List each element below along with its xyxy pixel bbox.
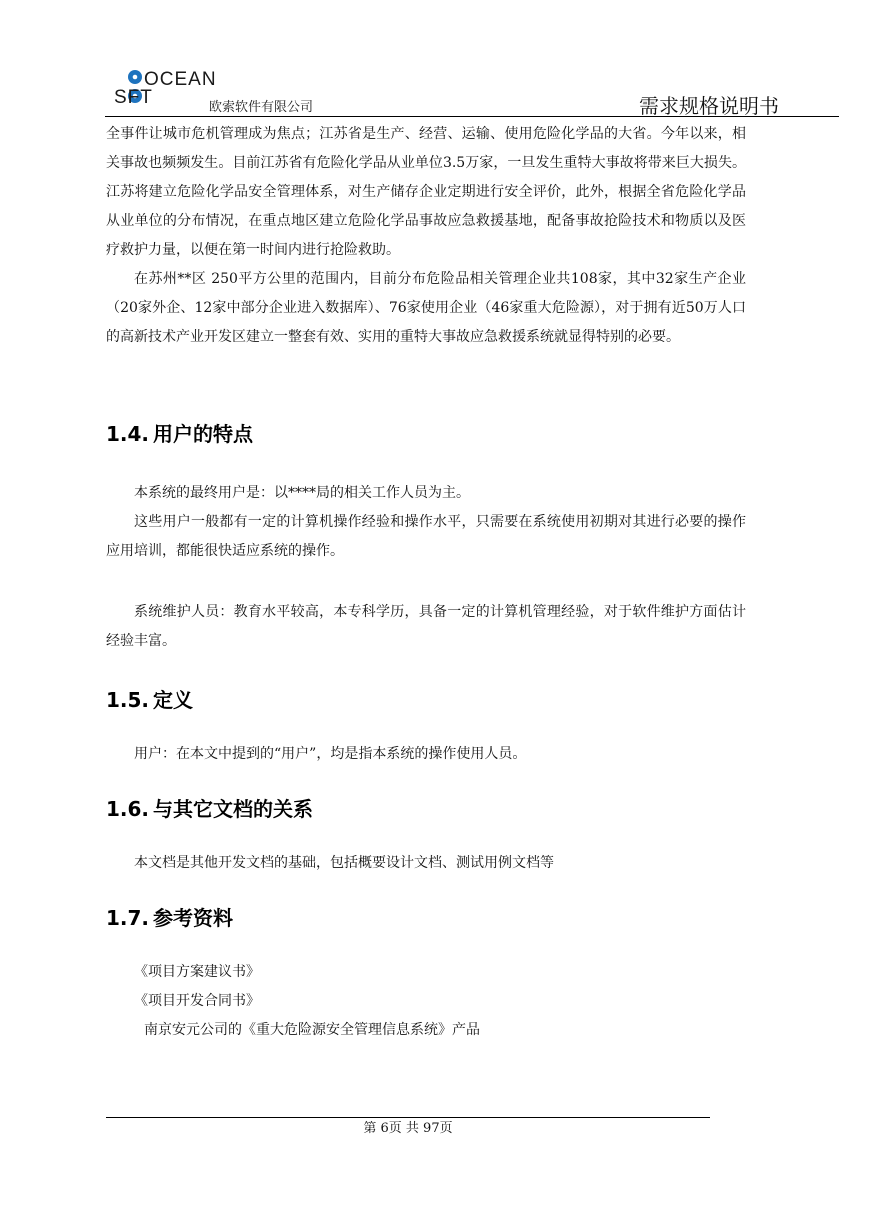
reference-item: 《项目开发合同书》 bbox=[134, 993, 260, 1009]
section-1-6-paragraph-1: 本文档是其他开发文档的基础，包括概要设计文档、测试用例文档等 bbox=[134, 855, 554, 871]
section-title: 用户的特点 bbox=[153, 422, 254, 446]
section-title: 参考资料 bbox=[153, 906, 234, 930]
section-heading-1-6 bbox=[106, 795, 746, 823]
reference-list bbox=[106, 958, 746, 1045]
section-number: 1.6. bbox=[106, 797, 150, 821]
page-footer bbox=[106, 1119, 710, 1139]
logo-text-ocean: OCEAN bbox=[144, 69, 217, 90]
section-heading-1-7 bbox=[106, 904, 746, 932]
section-heading-1-5 bbox=[106, 686, 746, 714]
section-title: 与其它文档的关系 bbox=[153, 797, 314, 821]
section-1-4-paragraph-1: 本系统的最终用户是：以****局的相关工作人员为主。 bbox=[134, 485, 470, 501]
section-1-4-paragraph-3: 系统维护人员：教育水平较高，本专科学历，具备一定的计算机管理经验，对于软件维护方面估计经验丰富。 bbox=[106, 604, 746, 649]
section-1-5-paragraph-1: 用户：在本文中提到的“用户”，均是指本系统的操作使用人员。 bbox=[134, 746, 527, 762]
page-number: 第 6页 共 97页 bbox=[363, 1121, 453, 1136]
body-paragraph-1: 全事件让城市危机管理成为焦点；江苏省是生产、经营、运输、使用危险化学品的大省。今年以来，相关事故也频频发生。目前江苏省有危险化学品从业单位3.5万家，一旦发生重特大事故将带来巨大损失。江苏将建立危险化学品安全管理体系，对生产储存企业定期进行安全评价，此外，根据全省危险化学品从业单位的分布情况，在重点地区建立危险化学品事故应急救援基地，配备事故抢险技术和物质以及医疗救护力量，以便在第一时间内进行抢险救助。 bbox=[106, 126, 746, 258]
header-divider bbox=[105, 116, 839, 117]
section-number: 1.4. bbox=[106, 422, 150, 446]
reference-item: 南京安元公司的《重大危险源安全管理信息系统》产品 bbox=[144, 1022, 480, 1038]
footer-divider bbox=[106, 1117, 710, 1118]
logo-text-soft: SFT bbox=[114, 87, 153, 108]
section-number: 1.5. bbox=[106, 688, 150, 712]
document-title: 需求规格说明书 bbox=[639, 94, 779, 118]
company-logo bbox=[105, 66, 217, 108]
section-title: 定义 bbox=[153, 688, 194, 712]
section-heading-1-4 bbox=[106, 420, 746, 448]
section-number: 1.7. bbox=[106, 906, 150, 930]
company-name: 欧索软件有限公司 bbox=[209, 100, 314, 115]
body-paragraph-2: 在苏州**区 250平方公里的范围内，目前分布危险品相关管理企业共108家，其中32家生产企业（20家外企、12家中部分企业进入数据库）、76家使用企业（46家重大危险源），对于拥有近50万人口的高新技术产业开发区建立一整套有效、实用的重特大事故应急救援系统就显得特别的必要。 bbox=[106, 271, 746, 345]
reference-item: 《项目方案建议书》 bbox=[134, 964, 260, 980]
page-header bbox=[105, 66, 839, 116]
page-content bbox=[106, 120, 746, 1045]
section-1-4-paragraph-2: 这些用户一般都有一定的计算机操作经验和操作水平，只需要在系统使用初期对其进行必要的操作应用培训，都能很快适应系统的操作。 bbox=[106, 514, 746, 559]
